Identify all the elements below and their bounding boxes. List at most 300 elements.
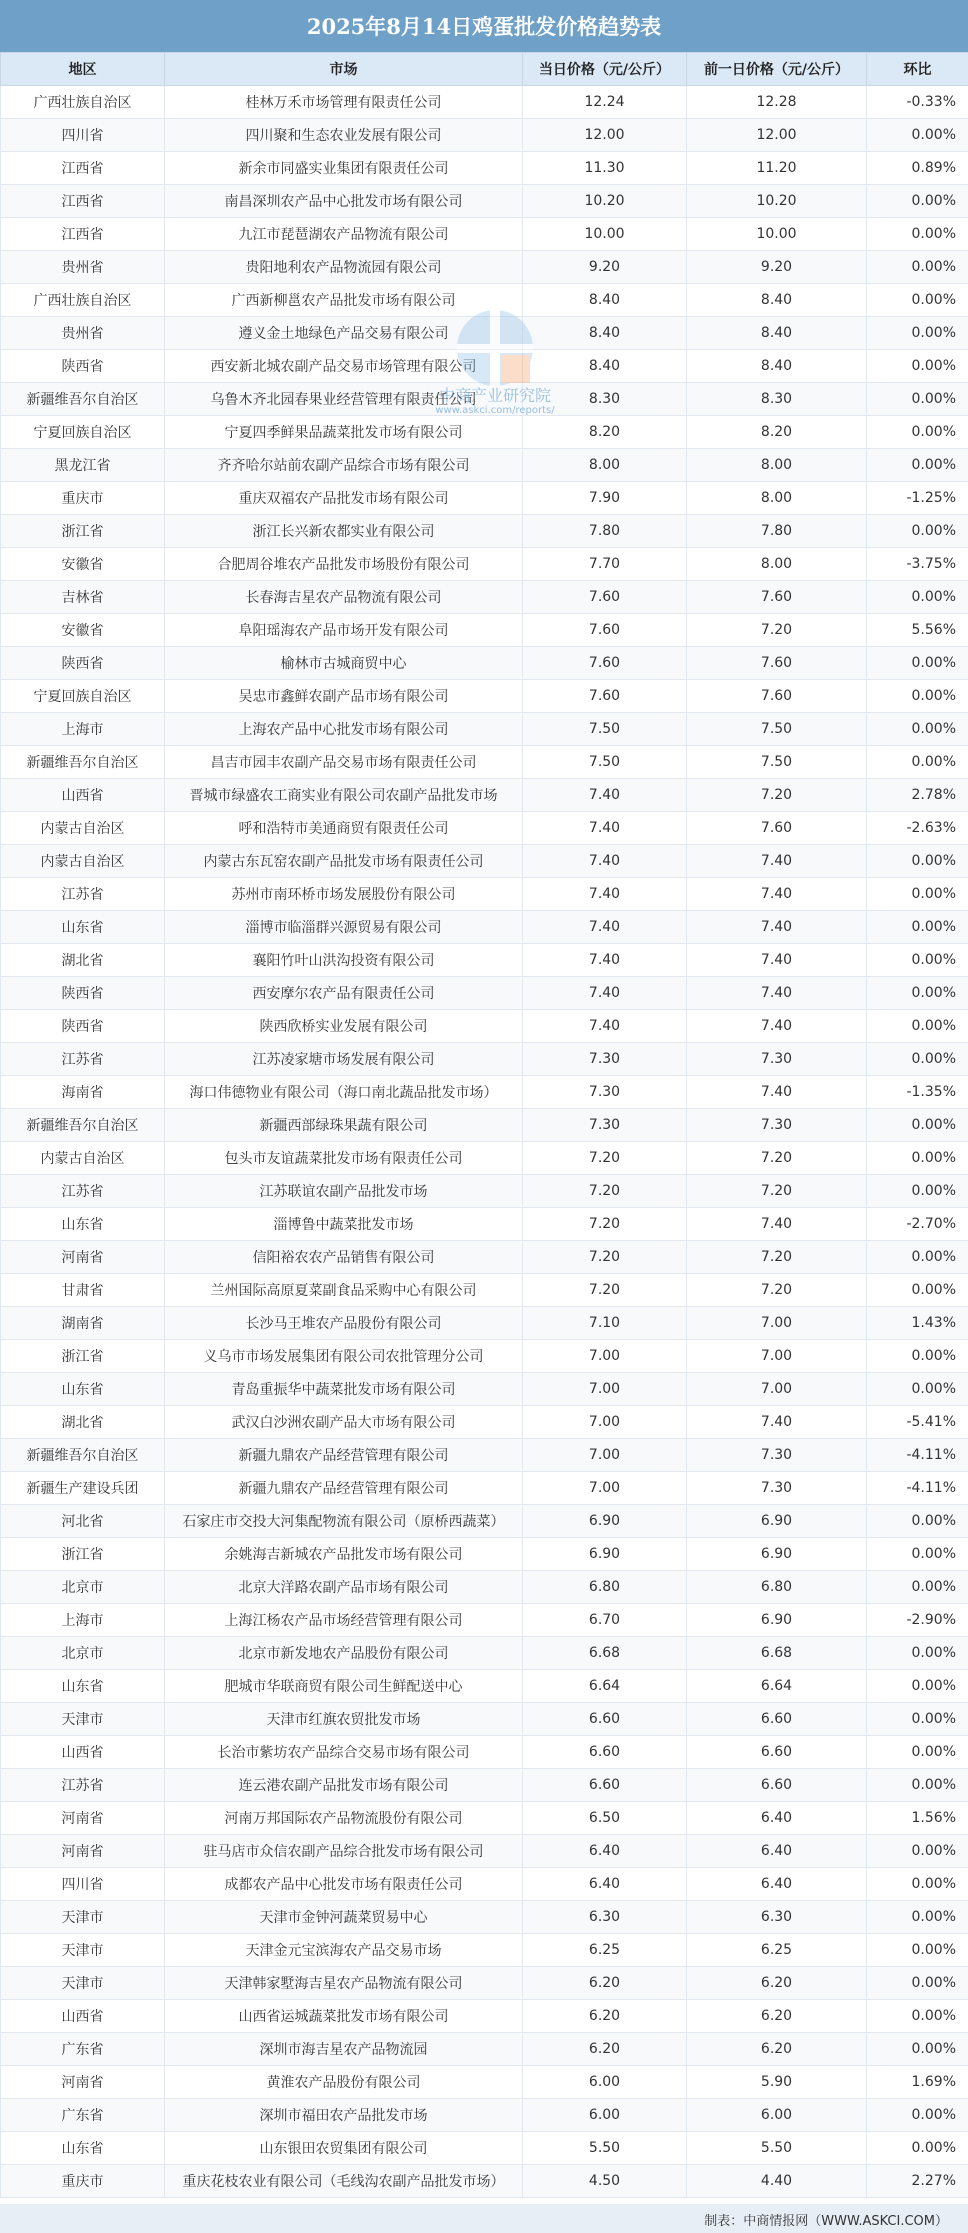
cell-region: 山西省 xyxy=(1,1736,165,1769)
cell-prev-price: 6.90 xyxy=(687,1505,867,1538)
cell-change: 0.00% xyxy=(867,845,968,878)
cell-change: 0.00% xyxy=(867,185,968,218)
cell-region: 陕西省 xyxy=(1,350,165,383)
table-row xyxy=(1,1769,968,1802)
cell-change: 0.00% xyxy=(867,251,968,284)
cell-today-price: 6.60 xyxy=(523,1769,687,1802)
cell-change: 0.00% xyxy=(867,1538,968,1571)
cell-today-price: 6.68 xyxy=(523,1637,687,1670)
cell-today-price: 8.00 xyxy=(523,449,687,482)
table-row xyxy=(1,2132,968,2165)
cell-region: 河南省 xyxy=(1,1835,165,1868)
cell-today-price: 12.24 xyxy=(523,86,687,119)
cell-market: 天津金元宝滨海农产品交易市场 xyxy=(165,1934,523,1967)
cell-change: 0.00% xyxy=(867,1142,968,1175)
cell-change: 0.00% xyxy=(867,284,968,317)
cell-prev-price: 7.20 xyxy=(687,1142,867,1175)
cell-market: 上海农产品中心批发市场有限公司 xyxy=(165,713,523,746)
cell-today-price: 7.30 xyxy=(523,1109,687,1142)
cell-change: 0.00% xyxy=(867,383,968,416)
table-row xyxy=(1,1340,968,1373)
cell-region: 山西省 xyxy=(1,779,165,812)
table-row xyxy=(1,1373,968,1406)
table-row xyxy=(1,680,968,713)
table-row xyxy=(1,548,968,581)
cell-market: 陕西欣桥实业发展有限公司 xyxy=(165,1010,523,1043)
cell-market: 深圳市福田农产品批发市场 xyxy=(165,2099,523,2132)
cell-market: 新疆九鼎农产品经营管理有限公司 xyxy=(165,1439,523,1472)
cell-today-price: 7.00 xyxy=(523,1340,687,1373)
table-row xyxy=(1,218,968,251)
cell-change: 1.43% xyxy=(867,1307,968,1340)
cell-prev-price: 7.40 xyxy=(687,845,867,878)
cell-change: 2.78% xyxy=(867,779,968,812)
cell-change: 0.00% xyxy=(867,416,968,449)
cell-region: 四川省 xyxy=(1,119,165,152)
cell-prev-price: 7.40 xyxy=(687,1406,867,1439)
cell-today-price: 7.80 xyxy=(523,515,687,548)
cell-today-price: 7.00 xyxy=(523,1373,687,1406)
cell-today-price: 7.40 xyxy=(523,779,687,812)
cell-market: 重庆双福农产品批发市场有限公司 xyxy=(165,482,523,515)
cell-market: 新疆九鼎农产品经营管理有限公司 xyxy=(165,1472,523,1505)
cell-region: 山东省 xyxy=(1,2132,165,2165)
cell-region: 新疆维吾尔自治区 xyxy=(1,1109,165,1142)
table-row xyxy=(1,1571,968,1604)
cell-market: 天津市金钟河蔬菜贸易中心 xyxy=(165,1901,523,1934)
cell-change: 0.00% xyxy=(867,1769,968,1802)
cell-prev-price: 7.20 xyxy=(687,1274,867,1307)
cell-prev-price: 12.28 xyxy=(687,86,867,119)
table-row xyxy=(1,416,968,449)
table-row xyxy=(1,152,968,185)
cell-prev-price: 8.30 xyxy=(687,383,867,416)
cell-today-price: 4.50 xyxy=(523,2165,687,2198)
cell-prev-price: 7.60 xyxy=(687,581,867,614)
cell-today-price: 6.50 xyxy=(523,1802,687,1835)
cell-region: 江苏省 xyxy=(1,1175,165,1208)
cell-today-price: 6.90 xyxy=(523,1538,687,1571)
cell-change: 0.00% xyxy=(867,1241,968,1274)
cell-change: 0.00% xyxy=(867,1934,968,1967)
cell-today-price: 7.70 xyxy=(523,548,687,581)
cell-region: 四川省 xyxy=(1,1868,165,1901)
table-row xyxy=(1,185,968,218)
cell-market: 义乌市市场发展集团有限公司农批管理分公司 xyxy=(165,1340,523,1373)
table-row xyxy=(1,449,968,482)
cell-today-price: 6.60 xyxy=(523,1703,687,1736)
cell-market: 新疆西部绿珠果蔬有限公司 xyxy=(165,1109,523,1142)
cell-today-price: 6.64 xyxy=(523,1670,687,1703)
cell-region: 海南省 xyxy=(1,1076,165,1109)
cell-prev-price: 4.40 xyxy=(687,2165,867,2198)
table-row xyxy=(1,1505,968,1538)
cell-today-price: 7.40 xyxy=(523,944,687,977)
cell-prev-price: 7.40 xyxy=(687,878,867,911)
table-row xyxy=(1,1637,968,1670)
table-row xyxy=(1,746,968,779)
cell-region: 湖北省 xyxy=(1,944,165,977)
cell-market: 黄淮农产品股份有限公司 xyxy=(165,2066,523,2099)
cell-market: 榆林市古城商贸中心 xyxy=(165,647,523,680)
cell-market: 余姚海吉新城农产品批发市场有限公司 xyxy=(165,1538,523,1571)
cell-prev-price: 7.80 xyxy=(687,515,867,548)
cell-market: 驻马店市众信农副产品综合批发市场有限公司 xyxy=(165,1835,523,1868)
cell-change: 0.00% xyxy=(867,647,968,680)
cell-prev-price: 6.20 xyxy=(687,2033,867,2066)
cell-change: 2.27% xyxy=(867,2165,968,2198)
cell-change: -1.35% xyxy=(867,1076,968,1109)
cell-region: 山东省 xyxy=(1,1670,165,1703)
table-row xyxy=(1,1835,968,1868)
table-row xyxy=(1,2066,968,2099)
cell-market: 北京大洋路农副产品市场有限公司 xyxy=(165,1571,523,1604)
cell-region: 湖南省 xyxy=(1,1307,165,1340)
cell-market: 淄博市临淄群兴源贸易有限公司 xyxy=(165,911,523,944)
cell-region: 内蒙古自治区 xyxy=(1,812,165,845)
cell-prev-price: 8.00 xyxy=(687,548,867,581)
table-row xyxy=(1,1802,968,1835)
cell-prev-price: 11.20 xyxy=(687,152,867,185)
cell-today-price: 6.25 xyxy=(523,1934,687,1967)
cell-prev-price: 5.90 xyxy=(687,2066,867,2099)
cell-market: 桂林万禾市场管理有限责任公司 xyxy=(165,86,523,119)
cell-prev-price: 6.25 xyxy=(687,1934,867,1967)
cell-market: 昌吉市园丰农副产品交易市场有限责任公司 xyxy=(165,746,523,779)
cell-prev-price: 7.50 xyxy=(687,713,867,746)
cell-today-price: 8.40 xyxy=(523,350,687,383)
cell-prev-price: 6.68 xyxy=(687,1637,867,1670)
cell-market: 齐齐哈尔站前农副产品综合市场有限公司 xyxy=(165,449,523,482)
cell-region: 陕西省 xyxy=(1,1010,165,1043)
cell-region: 新疆维吾尔自治区 xyxy=(1,1439,165,1472)
cell-market: 海口伟德物业有限公司（海口南北蔬品批发市场） xyxy=(165,1076,523,1109)
cell-prev-price: 6.80 xyxy=(687,1571,867,1604)
cell-region: 新疆生产建设兵团 xyxy=(1,1472,165,1505)
table-row xyxy=(1,713,968,746)
cell-market: 河南万邦国际农产品物流股份有限公司 xyxy=(165,1802,523,1835)
cell-today-price: 6.30 xyxy=(523,1901,687,1934)
cell-market: 襄阳竹叶山洪沟投资有限公司 xyxy=(165,944,523,977)
cell-market: 上海江杨农产品市场经营管理有限公司 xyxy=(165,1604,523,1637)
cell-prev-price: 6.90 xyxy=(687,1538,867,1571)
table-row xyxy=(1,1406,968,1439)
table-row xyxy=(1,251,968,284)
cell-market: 浙江长兴新农都实业有限公司 xyxy=(165,515,523,548)
cell-market: 晋城市绿盛农工商实业有限公司农副产品批发市场 xyxy=(165,779,523,812)
table-row xyxy=(1,581,968,614)
cell-change: 0.00% xyxy=(867,1670,968,1703)
column-header-change: 环比 xyxy=(867,53,968,86)
cell-today-price: 11.30 xyxy=(523,152,687,185)
cell-market: 内蒙古东瓦窑农副产品批发市场有限责任公司 xyxy=(165,845,523,878)
table-row xyxy=(1,614,968,647)
cell-change: 0.00% xyxy=(867,1868,968,1901)
table-row xyxy=(1,1934,968,1967)
cell-region: 天津市 xyxy=(1,1934,165,1967)
cell-market: 广西新柳邕农产品批发市场有限公司 xyxy=(165,284,523,317)
table-row xyxy=(1,2165,968,2198)
cell-prev-price: 8.00 xyxy=(687,482,867,515)
cell-today-price: 8.40 xyxy=(523,284,687,317)
cell-region: 山西省 xyxy=(1,2000,165,2033)
cell-prev-price: 7.30 xyxy=(687,1043,867,1076)
table-row xyxy=(1,2099,968,2132)
cell-change: 0.00% xyxy=(867,977,968,1010)
cell-change: 0.00% xyxy=(867,1967,968,2000)
cell-today-price: 5.50 xyxy=(523,2132,687,2165)
table-row xyxy=(1,911,968,944)
table-row xyxy=(1,1901,968,1934)
cell-today-price: 7.40 xyxy=(523,878,687,911)
table-row xyxy=(1,2033,968,2066)
cell-region: 安徽省 xyxy=(1,548,165,581)
cell-region: 新疆维吾尔自治区 xyxy=(1,383,165,416)
cell-prev-price: 7.60 xyxy=(687,680,867,713)
table-row xyxy=(1,1670,968,1703)
cell-today-price: 8.30 xyxy=(523,383,687,416)
watermark-url: www.askci.com/reports/ xyxy=(435,405,555,416)
cell-today-price: 6.80 xyxy=(523,1571,687,1604)
cell-change: -0.33% xyxy=(867,86,968,119)
cell-region: 内蒙古自治区 xyxy=(1,845,165,878)
cell-market: 北京市新发地农产品股份有限公司 xyxy=(165,1637,523,1670)
cell-today-price: 7.50 xyxy=(523,713,687,746)
cell-region: 山东省 xyxy=(1,1208,165,1241)
cell-change: -2.63% xyxy=(867,812,968,845)
watermark-brand: 中商产业研究院 xyxy=(438,386,551,405)
table-row xyxy=(1,1175,968,1208)
cell-today-price: 7.60 xyxy=(523,647,687,680)
cell-prev-price: 7.20 xyxy=(687,1241,867,1274)
cell-prev-price: 6.40 xyxy=(687,1868,867,1901)
cell-prev-price: 7.20 xyxy=(687,1175,867,1208)
cell-today-price: 7.40 xyxy=(523,845,687,878)
cell-market: 包头市友谊蔬菜批发市场有限责任公司 xyxy=(165,1142,523,1175)
cell-region: 河南省 xyxy=(1,1241,165,1274)
cell-prev-price: 6.60 xyxy=(687,1736,867,1769)
cell-change: 0.00% xyxy=(867,1175,968,1208)
cell-region: 内蒙古自治区 xyxy=(1,1142,165,1175)
cell-region: 广东省 xyxy=(1,2099,165,2132)
table-row xyxy=(1,1736,968,1769)
cell-change: 0.00% xyxy=(867,317,968,350)
cell-change: 0.00% xyxy=(867,878,968,911)
column-header-today-price: 当日价格（元/公斤） xyxy=(523,53,687,86)
cell-today-price: 7.30 xyxy=(523,1043,687,1076)
cell-region: 河北省 xyxy=(1,1505,165,1538)
cell-prev-price: 9.20 xyxy=(687,251,867,284)
cell-today-price: 7.00 xyxy=(523,1439,687,1472)
cell-today-price: 6.20 xyxy=(523,2033,687,2066)
cell-region: 江苏省 xyxy=(1,1043,165,1076)
cell-change: 0.00% xyxy=(867,944,968,977)
cell-prev-price: 7.00 xyxy=(687,1307,867,1340)
table-row xyxy=(1,317,968,350)
cell-change: -2.70% xyxy=(867,1208,968,1241)
cell-today-price: 7.20 xyxy=(523,1175,687,1208)
cell-market: 西安摩尔农产品有限责任公司 xyxy=(165,977,523,1010)
cell-region: 宁夏回族自治区 xyxy=(1,416,165,449)
cell-today-price: 7.60 xyxy=(523,614,687,647)
cell-today-price: 7.40 xyxy=(523,1010,687,1043)
table-row xyxy=(1,1076,968,1109)
cell-today-price: 7.50 xyxy=(523,746,687,779)
cell-prev-price: 7.40 xyxy=(687,977,867,1010)
cell-change: 0.00% xyxy=(867,2033,968,2066)
cell-market: 乌鲁木齐北园春果业经营管理有限责任公司 xyxy=(165,383,523,416)
cell-prev-price: 7.00 xyxy=(687,1340,867,1373)
table-row xyxy=(1,1703,968,1736)
cell-change: -1.25% xyxy=(867,482,968,515)
cell-prev-price: 10.20 xyxy=(687,185,867,218)
cell-region: 贵州省 xyxy=(1,251,165,284)
cell-prev-price: 7.60 xyxy=(687,812,867,845)
cell-today-price: 6.40 xyxy=(523,1868,687,1901)
cell-prev-price: 6.64 xyxy=(687,1670,867,1703)
table-row xyxy=(1,1307,968,1340)
cell-change: 0.00% xyxy=(867,2099,968,2132)
cell-region: 贵州省 xyxy=(1,317,165,350)
cell-today-price: 12.00 xyxy=(523,119,687,152)
cell-market: 肥城市华联商贸有限公司生鲜配送中心 xyxy=(165,1670,523,1703)
cell-change: 0.00% xyxy=(867,1703,968,1736)
table-row xyxy=(1,2000,968,2033)
cell-change: 0.00% xyxy=(867,449,968,482)
cell-prev-price: 10.00 xyxy=(687,218,867,251)
cell-market: 深圳市海吉星农产品物流园 xyxy=(165,2033,523,2066)
cell-today-price: 6.00 xyxy=(523,2066,687,2099)
cell-prev-price: 6.20 xyxy=(687,2000,867,2033)
cell-prev-price: 6.40 xyxy=(687,1802,867,1835)
table-row xyxy=(1,1010,968,1043)
table-header-row xyxy=(1,53,968,86)
cell-change: -4.11% xyxy=(867,1472,968,1505)
cell-change: 5.56% xyxy=(867,614,968,647)
egg-price-table xyxy=(0,52,968,2198)
cell-region: 北京市 xyxy=(1,1637,165,1670)
cell-change: 0.00% xyxy=(867,119,968,152)
cell-market: 江苏凌家塘市场发展有限公司 xyxy=(165,1043,523,1076)
cell-change: 0.00% xyxy=(867,2000,968,2033)
cell-region: 湖北省 xyxy=(1,1406,165,1439)
cell-region: 陕西省 xyxy=(1,647,165,680)
table-row xyxy=(1,647,968,680)
cell-region: 广东省 xyxy=(1,2033,165,2066)
cell-region: 山东省 xyxy=(1,911,165,944)
cell-today-price: 6.90 xyxy=(523,1505,687,1538)
cell-today-price: 7.10 xyxy=(523,1307,687,1340)
table-row xyxy=(1,1241,968,1274)
cell-today-price: 6.70 xyxy=(523,1604,687,1637)
cell-market: 长治市紫坊农产品综合交易市场有限公司 xyxy=(165,1736,523,1769)
cell-change: 0.00% xyxy=(867,1736,968,1769)
cell-region: 重庆市 xyxy=(1,482,165,515)
cell-change: 0.00% xyxy=(867,1571,968,1604)
cell-market: 成都农产品中心批发市场有限责任公司 xyxy=(165,1868,523,1901)
cell-change: 0.00% xyxy=(867,1010,968,1043)
cell-market: 武汉白沙洲农副产品大市场有限公司 xyxy=(165,1406,523,1439)
cell-change: 0.00% xyxy=(867,746,968,779)
cell-region: 浙江省 xyxy=(1,1538,165,1571)
table-row xyxy=(1,1472,968,1505)
cell-change: 0.00% xyxy=(867,1373,968,1406)
cell-region: 重庆市 xyxy=(1,2165,165,2198)
cell-market: 重庆花枝农业有限公司（毛线沟农副产品批发市场） xyxy=(165,2165,523,2198)
table-row xyxy=(1,1604,968,1637)
cell-prev-price: 8.20 xyxy=(687,416,867,449)
cell-today-price: 7.20 xyxy=(523,1274,687,1307)
cell-market: 连云港农副产品批发市场有限公司 xyxy=(165,1769,523,1802)
cell-today-price: 8.40 xyxy=(523,317,687,350)
cell-today-price: 6.20 xyxy=(523,2000,687,2033)
cell-change: 0.00% xyxy=(867,2132,968,2165)
cell-region: 天津市 xyxy=(1,1901,165,1934)
cell-today-price: 10.20 xyxy=(523,185,687,218)
cell-today-price: 7.00 xyxy=(523,1472,687,1505)
cell-market: 合肥周谷堆农产品批发市场股份有限公司 xyxy=(165,548,523,581)
page-title: 2025年8月14日鸡蛋批发价格趋势表 xyxy=(0,0,968,52)
cell-region: 江西省 xyxy=(1,152,165,185)
cell-region: 山东省 xyxy=(1,1373,165,1406)
cell-change: 0.00% xyxy=(867,1274,968,1307)
footer xyxy=(0,2204,968,2233)
column-header-market: 市场 xyxy=(165,53,523,86)
cell-today-price: 6.40 xyxy=(523,1835,687,1868)
cell-today-price: 10.00 xyxy=(523,218,687,251)
cell-region: 江西省 xyxy=(1,218,165,251)
cell-market: 天津韩家墅海吉星农产品物流有限公司 xyxy=(165,1967,523,2000)
cell-region: 宁夏回族自治区 xyxy=(1,680,165,713)
cell-today-price: 7.30 xyxy=(523,1076,687,1109)
cell-today-price: 7.20 xyxy=(523,1241,687,1274)
cell-change: 1.69% xyxy=(867,2066,968,2099)
cell-market: 西安新北城农副产品交易市场管理有限公司 xyxy=(165,350,523,383)
cell-market: 苏州市南环桥市场发展股份有限公司 xyxy=(165,878,523,911)
table-row xyxy=(1,119,968,152)
cell-market: 长沙马王堆农产品股份有限公司 xyxy=(165,1307,523,1340)
cell-prev-price: 6.60 xyxy=(687,1769,867,1802)
cell-prev-price: 8.40 xyxy=(687,350,867,383)
cell-today-price: 9.20 xyxy=(523,251,687,284)
column-header-prev-price: 前一日价格（元/公斤） xyxy=(687,53,867,86)
column-header-region: 地区 xyxy=(1,53,165,86)
cell-today-price: 6.20 xyxy=(523,1967,687,2000)
source-note: 制表：中商情报网（WWW.ASKCI.COM） xyxy=(704,2214,948,2229)
cell-prev-price: 7.50 xyxy=(687,746,867,779)
cell-market: 淄博鲁中蔬菜批发市场 xyxy=(165,1208,523,1241)
cell-prev-price: 8.40 xyxy=(687,317,867,350)
cell-prev-price: 6.40 xyxy=(687,1835,867,1868)
cell-region: 天津市 xyxy=(1,1967,165,2000)
cell-today-price: 7.00 xyxy=(523,1406,687,1439)
cell-prev-price: 6.20 xyxy=(687,1967,867,2000)
cell-today-price: 6.60 xyxy=(523,1736,687,1769)
table-row xyxy=(1,1868,968,1901)
cell-region: 上海市 xyxy=(1,713,165,746)
cell-market: 石家庄市交投大河集配物流有限公司（原桥西蔬菜） xyxy=(165,1505,523,1538)
cell-prev-price: 8.00 xyxy=(687,449,867,482)
cell-region: 甘肃省 xyxy=(1,1274,165,1307)
table-row xyxy=(1,845,968,878)
table-row xyxy=(1,1043,968,1076)
cell-prev-price: 7.40 xyxy=(687,1076,867,1109)
cell-prev-price: 7.40 xyxy=(687,944,867,977)
cell-market: 贵阳地利农产品物流园有限公司 xyxy=(165,251,523,284)
cell-prev-price: 5.50 xyxy=(687,2132,867,2165)
cell-change: -4.11% xyxy=(867,1439,968,1472)
cell-region: 广西壮族自治区 xyxy=(1,284,165,317)
